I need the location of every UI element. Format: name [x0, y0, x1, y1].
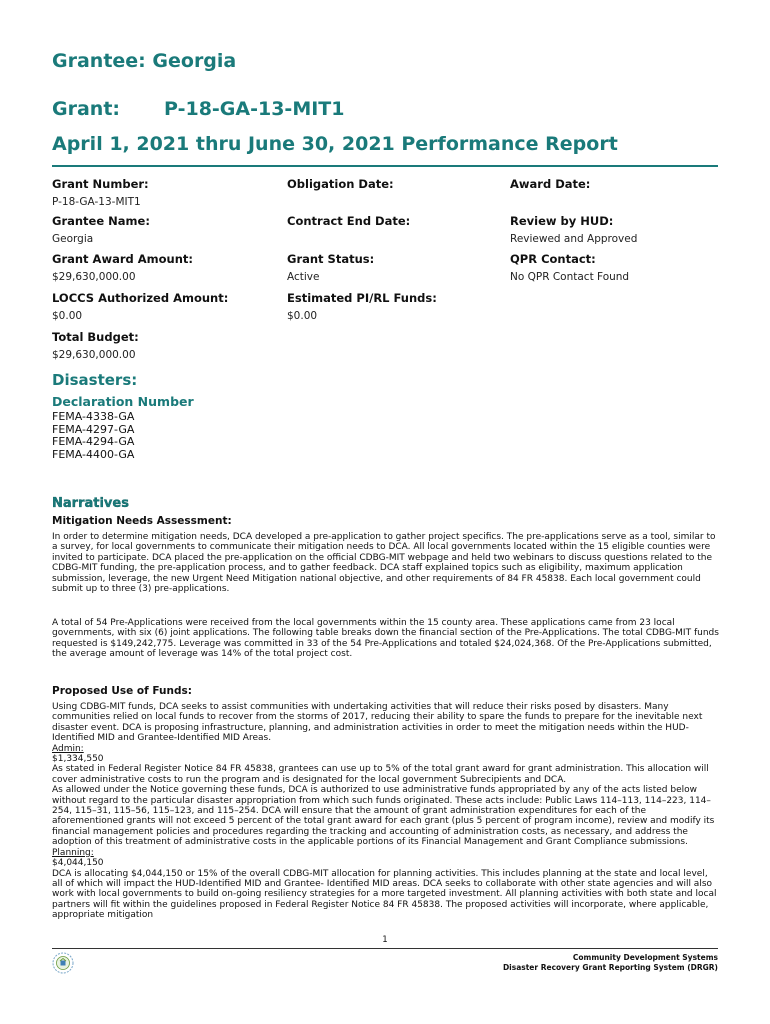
field-estimated-pirl-funds	[287, 291, 437, 322]
field-value: $29,630,000.00	[52, 271, 136, 283]
field-value: $0.00	[287, 310, 318, 322]
field-value: $29,630,000.00	[52, 349, 136, 361]
field-label: LOCCS Authorized Amount:	[52, 291, 229, 305]
field-grantee-name	[52, 214, 150, 245]
field-review-by-hud	[510, 214, 637, 245]
field-loccs-authorized-amount	[52, 291, 228, 322]
planning-paragraph: DCA is allocating $4,044,150 or 15% of the overall CDBG-MIT allocation for planning activities. This includes planning at the state and local level, all of which will impact the HUD-Identified MID and Grantee- Identified MID areas. DCA seeks to collaborate with other state agencies and will also work with local governments to build on-going resiliency strategies for a more targeted investment. All planning activities with both state and local partners will fit within the guidelines proposed in Federal Register Notice 84 FR 45838. The proposed activities will incorporate, where applicable, appropriate mitigation	[52, 868, 717, 921]
proposed-paragraph: Using CDBG-MIT funds, DCA seeks to assist communities with undertaking activities that will reduce their risks posed by disasters. Many communities relied on local funds to recover from the storms of 2017, reducing their ability to spare the funds to prepare for the inevitable next disaster event. DCA is proposing infrastructure, planning, and administration activities in order to meet the mitigation needs within the HUD-Identified MID and Grantee-Identified MID Areas.	[52, 702, 703, 744]
planning-amount: $4,044,150	[52, 858, 104, 869]
grantee-label: Grantee:	[52, 50, 146, 72]
footer-divider	[52, 948, 718, 949]
grant-heading	[52, 98, 345, 120]
planning-label: Planning:	[52, 847, 94, 858]
field-value: Reviewed and Approved	[510, 233, 638, 245]
field-label: QPR Contact:	[510, 252, 596, 266]
admin-paragraph-1: As stated in Federal Register Notice 84 FR 45838, grantees can use up to 5% of the total grant award for grant administration. This allocation will cover administrative costs to run the program and is designated for the local government Subrecipients and DCA.	[52, 764, 709, 785]
field-total-budget	[52, 330, 139, 361]
disasters-heading: Disasters:	[52, 371, 138, 389]
hud-seal-icon	[52, 952, 74, 974]
field-grant-status	[287, 252, 374, 283]
grant-value: P-18-GA-13-MIT1	[164, 98, 345, 120]
field-label: Review by HUD:	[510, 214, 614, 228]
field-value: No QPR Contact Found	[510, 271, 630, 283]
list-item: FEMA-4400-GA	[52, 447, 135, 461]
field-obligation-date	[287, 177, 394, 196]
grant-label: Grant:	[52, 98, 120, 120]
header-divider	[52, 165, 718, 167]
footer-text	[503, 953, 718, 973]
field-label: Grant Status:	[287, 252, 375, 266]
proposed-use-body	[52, 702, 720, 921]
declaration-number-heading: Declaration Number	[52, 394, 194, 409]
field-grant-number	[52, 177, 149, 208]
narratives-heading: Narratives	[52, 496, 129, 511]
field-label: Award Date:	[510, 177, 591, 191]
admin-label: Admin:	[52, 743, 84, 754]
field-award-date	[510, 177, 590, 196]
field-label: Obligation Date:	[287, 177, 394, 191]
field-qpr-contact	[510, 252, 629, 283]
footer-line-1: Community Development Systems	[572, 953, 718, 962]
list-item: FEMA-4338-GA	[52, 410, 135, 423]
report-title: April 1, 2021 thru June 30, 2021 Performance Report	[52, 133, 618, 155]
list-item: FEMA-4294-GA	[52, 435, 135, 448]
mitigation-paragraph-2: A total of 54 Pre-Applications were received from the local governments within the 15 county area. These applications came from 23 local governments, with six (6) joint applications. The following table breaks down the financial section of the Pre-Applications. The total CDBG-MIT funds requested is $149,242,775. Leverage was committed in 33 of the 54 Pre-Applications and totaled $24,024,368. Of the Pre-Applications submitted, the average amount of leverage was 14% of the total project cost.	[52, 618, 719, 660]
grantee-heading	[52, 50, 236, 72]
grantee-value: Georgia	[152, 50, 237, 72]
mitigation-needs-heading: Mitigation Needs Assessment:	[52, 515, 232, 527]
declaration-list	[52, 411, 134, 461]
admin-paragraph-2: As allowed under the Notice governing these funds, DCA is authorized to use administrative funds appropriated by any of the acts listed below without regard to the particular disaster appropriation from which such funds originated. These acts include: Public Laws 114–113, 114–223, 114–254, 115–31, 115–56, 115–123, and 115–254. DCA will ensure that the amount of grant administration expenditures for each of the aforementioned grants will not exceed 5 percent of the total grant award for each grant (plus 5 percent of program income), review and modify its financial management policies and procedures regarding the tracking and accounting of administration costs, as necessary, and address the adoption of this treatment of administrative costs in the applicable portions of its Financial Management and Grant Compliance submissions.	[52, 785, 715, 848]
footer-line-2: Disaster Recovery Grant Reporting System (DRGR)	[502, 963, 718, 972]
field-label: Grant Number:	[52, 177, 149, 191]
field-label: Grantee Name:	[52, 214, 150, 228]
field-value: Active	[287, 271, 320, 283]
field-value: P-18-GA-13-MIT1	[52, 196, 141, 208]
admin-amount: $1,334,550	[52, 754, 104, 765]
field-label: Grant Award Amount:	[52, 252, 194, 266]
field-label: Estimated PI/RL Funds:	[287, 291, 437, 305]
mitigation-paragraph-1: In order to determine mitigation needs, DCA developed a pre-application to gather project specifics. The pre-applications serve as a tool, similar to a survey, for local governments to communicate their mitigation needs to DCA. All local governments located within the 15 eligible counties were invited to participate. DCA placed the pre-application on the official CDBG-MIT webpage and held two webinars to discuss questions related to the CDBG-MIT funding, the pre-application process, and to gather feedback. DCA staff explained topics such as eligibility, maximum application submission, leverage, the new Urgent Need Mitigation national objective, and other requirements of 84 FR 45838. Each local government could submit up to three (3) pre-applications.	[52, 532, 716, 595]
field-grant-award-amount	[52, 252, 193, 283]
page-number: 1	[382, 935, 388, 945]
field-value: Georgia	[52, 233, 94, 245]
field-value: $0.00	[52, 310, 83, 322]
list-item: FEMA-4297-GA	[52, 422, 135, 436]
field-label: Total Budget:	[52, 330, 139, 344]
proposed-use-heading: Proposed Use of Funds:	[52, 685, 192, 697]
field-contract-end-date	[287, 214, 410, 233]
field-label: Contract End Date:	[287, 214, 411, 228]
